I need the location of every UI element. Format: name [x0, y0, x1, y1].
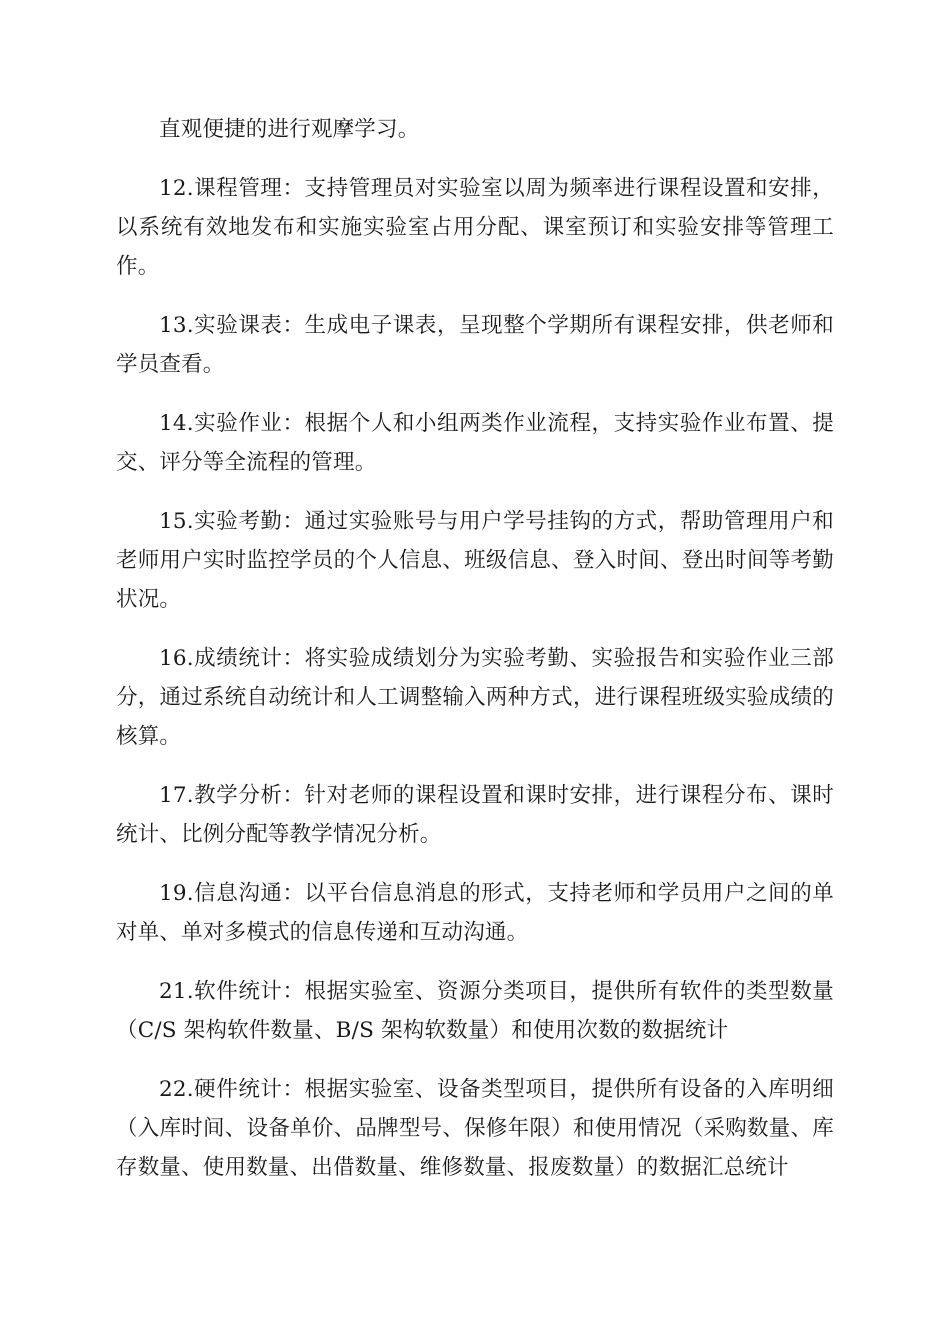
paragraph-software-statistics: 21.软件统计：根据实验室、资源分类项目，提供所有软件的类型数量（C/S 架构软件数量、B/S 架构软数量）和使用次数的数据统计: [116, 979, 834, 1043]
paragraph-course-management: 12.课程管理：支持管理员对实验室以周为频率进行课程设置和安排，以系统有效地发布和实施实验室占用分配、课室预订和实验安排等管理工作。: [116, 176, 834, 279]
paragraph-lab-attendance: 15.实验考勤：通过实验账号与用户学号挂钩的方式，帮助管理用户和老师用户实时监控学员的个人信息、班级信息、登入时间、登出时间等考勤状况。: [116, 509, 834, 612]
paragraph-lab-timetable: 13.实验课表：生成电子课表，呈现整个学期所有课程安排，供老师和学员查看。: [116, 313, 834, 377]
paragraph-lab-assignment: 14.实验作业：根据个人和小组两类作业流程，支持实验作业布置、提交、评分等全流程的管理。: [116, 411, 834, 475]
paragraph-continuation: 直观便捷的进行观摩学习。: [159, 117, 420, 142]
paragraph-teaching-analysis: 17.教学分析：针对老师的课程设置和课时安排，进行课程分布、课时统计、比例分配等教学情况分析。: [116, 783, 834, 847]
paragraph-hardware-statistics: 22.硬件统计：根据实验室、设备类型项目，提供所有设备的入库明细（入库时间、设备单价、品牌型号、保修年限）和使用情况（采购数量、库存数量、使用数量、出借数量、维修数量、报废数量）的数据汇总统计: [116, 1077, 834, 1180]
paragraph-information-communication: 19.信息沟通：以平台信息消息的形式，支持老师和学员用户之间的单对单、单对多模式的信息传递和互动沟通。: [116, 881, 834, 945]
paragraph-grade-statistics: 16.成绩统计：将实验成绩划分为实验考勤、实验报告和实验作业三部分，通过系统自动统计和人工调整输入两种方式，进行课程班级实验成绩的核算。: [116, 646, 834, 749]
document-page: [116, 110, 834, 1207]
